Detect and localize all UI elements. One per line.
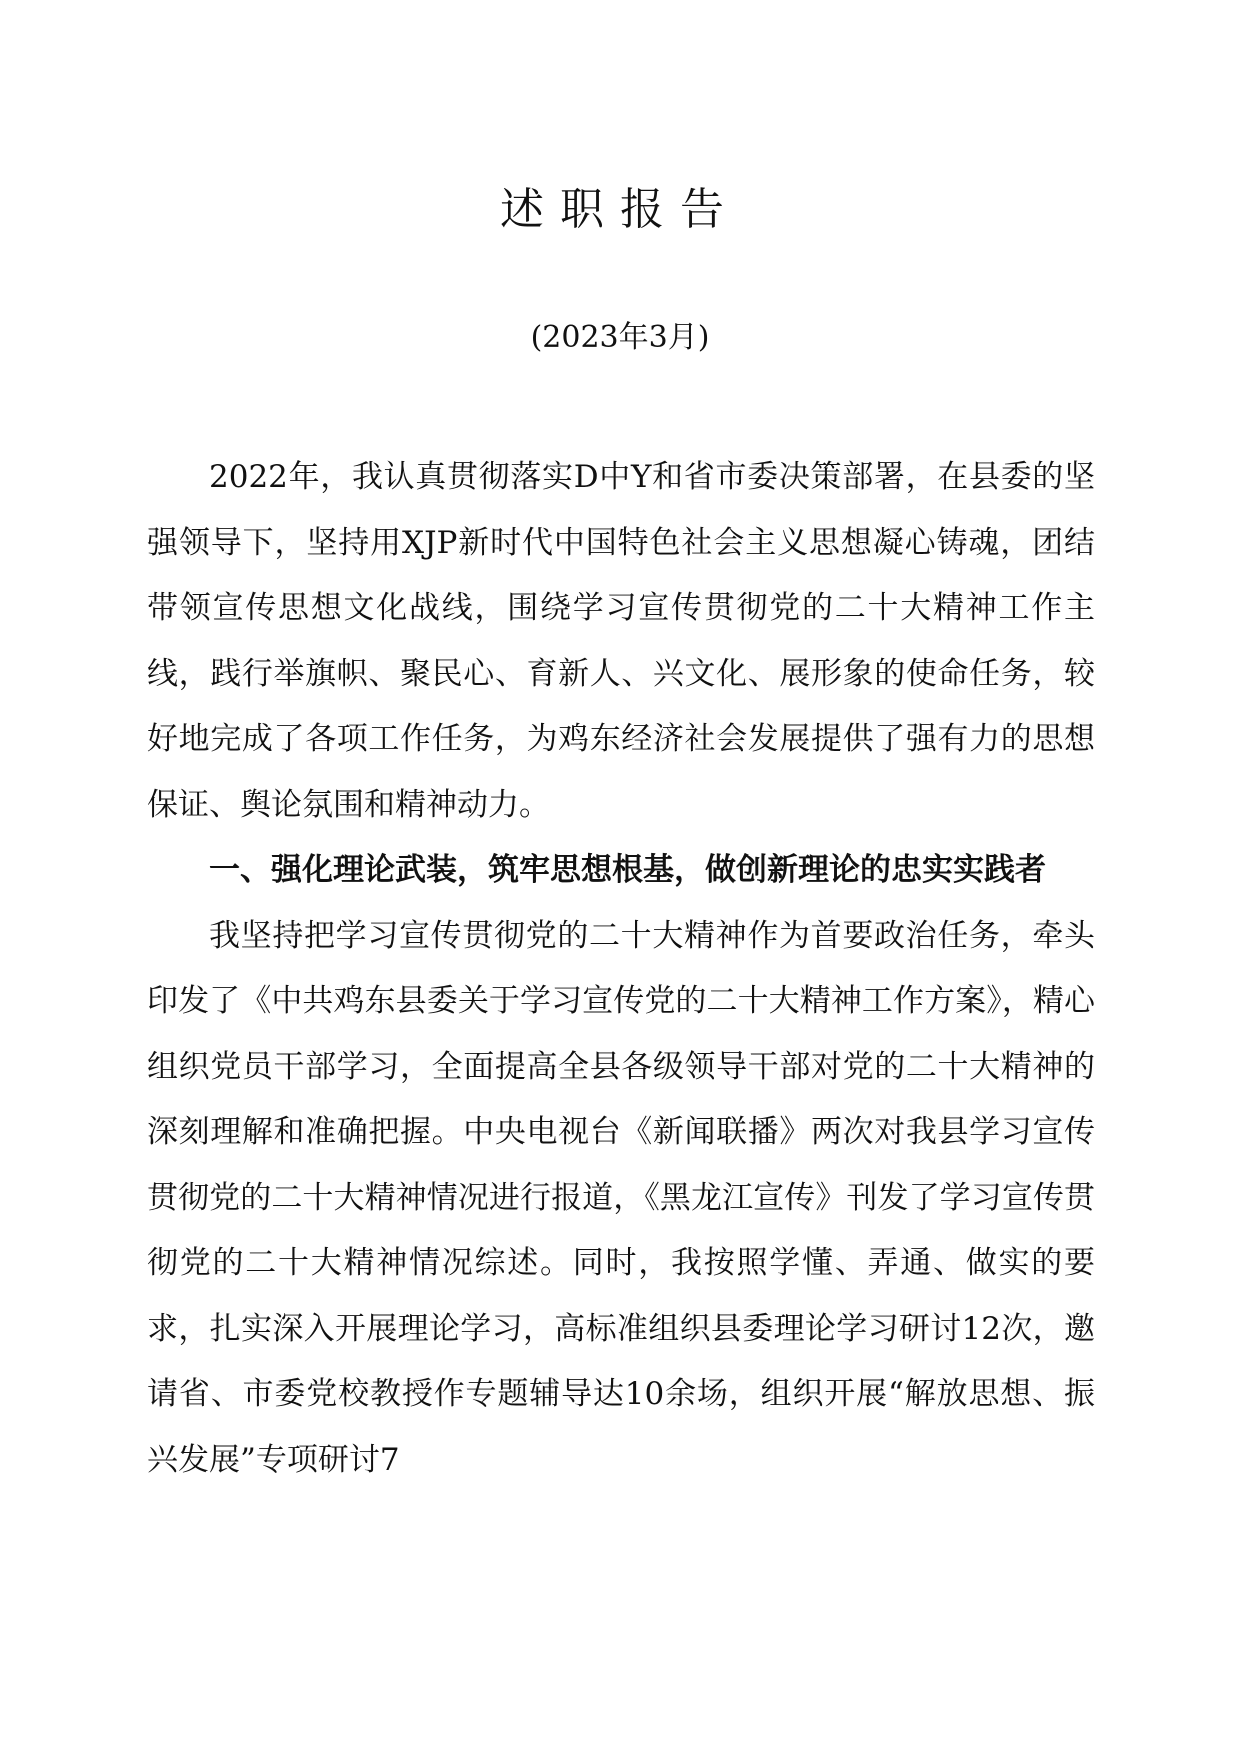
section-1-paragraph: 我坚持把学习宣传贯彻党的二十大精神作为首要政治任务，牵头印发了《中共鸡东县委关于学习宣传党的二十大精神工作方案》，精心组织党员干部学习，全面提高全县各级领导干部对党的二十大精神的深刻理解和准确把握。中央电视台《新闻联播》两次对我县学习宣传贯彻党的二十大精神情况进行报道，《黑龙江宣传》刊发了学习宣传贯彻党的二十大精神情况综述。同时，我按照学懂、弄通、做实的要求，扎实深入开展理论学习，高标准组织县委理论学习研讨12次，邀请省、市委党校教授作专题辅导达10余场，组织开展“解放思想、振兴发展”专项研讨7: [147, 917, 1095, 1478]
document-date: (2023年3月): [530, 320, 710, 355]
document-body: [147, 445, 1095, 1493]
section-heading-1: 一、强化理论武装，筑牢思想根基，做创新理论的忠实实践者: [209, 852, 1046, 888]
intro-paragraph: 2022年，我认真贯彻落实D中Y和省市委决策部署，在县委的坚强领导下，坚持用XJP新时代中国特色社会主义思想凝心铸魂，团结带领宣传思想文化战线，围绕学习宣传贯彻党的二十大精神工作主线，践行举旗帜、聚民心、育新人、兴文化、展形象的使命任务，较好地完成了各项工作任务，为鸡东经济社会发展提供了强有力的思想保证、舆论氛围和精神动力。: [147, 459, 1095, 823]
document-title: 述职报告: [500, 184, 740, 235]
